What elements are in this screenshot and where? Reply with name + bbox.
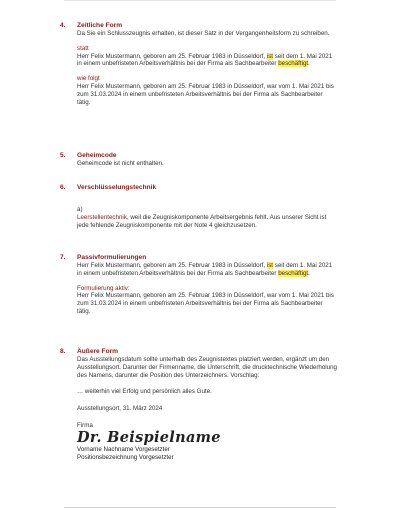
closing-line: … weiterhin viel Erfolg und persönlich alles Gute. — [77, 388, 212, 396]
highlight-beschaeftigt: beschäftigt — [278, 269, 309, 277]
place-date: Ausstellungsort, 31. März 2024 — [77, 405, 163, 413]
section-aeussere-form — [60, 348, 340, 461]
section-header — [60, 254, 340, 262]
highlight-ist: ist — [266, 262, 274, 269]
bottom-divider — [64, 507, 336, 508]
aktiv-paragraph: Herr Felix Mustermann, geboren am 25. Februar 1983 in Düsseldorf, war vom 1. Mai 2021 bis zum 31.03.2024 in einem unbefristeten Arbeitsverhältnis bei der Firma als Sachbearbeiter tätig. — [77, 292, 334, 315]
section-zeitliche-form — [60, 22, 340, 106]
firm-name: Firma — [77, 421, 93, 429]
section-number: 7. — [60, 254, 66, 261]
statt-label: statt — [77, 44, 89, 52]
term-leerstellentechnik: Leerstellentechnik — [77, 213, 127, 221]
section-intro: Da Sie ein Schlusszeugnis erhalten, ist dieser Satz in der Vergangenheitsform zu schreiben. — [77, 30, 330, 37]
section-number: 6. — [60, 184, 66, 191]
statt-paragraph: Herr Felix Mustermann, geboren am 25. Februar 1983 in Düsseldorf, ist seit dem 1. Mai 2021 in einem unbefristeten Arbeitsverhältnis bei der Firma als Sachbearbeiter beschäftigt. — [77, 52, 333, 68]
geheimcode-text: Geheimcode ist nicht enthalten. — [77, 160, 164, 167]
section-heading: Äußere Form — [77, 348, 119, 355]
highlight-beschaeftigt: beschäftigt — [278, 60, 309, 68]
aeussere-form-text: Das Ausstellungsdatum sollte unterhalb des Zeugnistextes platziert werden, ergänzt um den Ausstellungsort. Darunter der Firmenname, die Unterschrift, die drucktechnische Wiederholung des Namens, darunter die Position des Unterzeichners. Vorschlag: — [77, 356, 337, 379]
top-divider — [64, 0, 336, 1]
wie-folgt-label: wie folgt — [77, 75, 100, 83]
section-number: 8. — [60, 348, 66, 355]
section-header — [60, 22, 340, 30]
passiv-paragraph: Herr Felix Mustermann, geboren am 25. Februar 1983 in Düsseldorf, ist seit dem 1. Mai 2021 in einem unbefristeten Arbeitsverhältnis bei der Firma als Sachbearbeiter beschäftigt. — [77, 262, 333, 277]
section-number: 4. — [60, 22, 66, 29]
aktiv-label: Formulierung aktiv: — [77, 284, 130, 292]
section-verschluesselungstechnik — [60, 184, 340, 229]
signature: Dr. Beispielname — [77, 428, 221, 446]
section-header — [60, 152, 340, 160]
wie-folgt-paragraph: Herr Felix Mustermann, geboren am 25. Februar 1983 in Düsseldorf, war vom 1. Mai 2021 bis zum 31.03.2024 in einem unbefristeten Arbeitsverhältnis bei der Firma als Sachbearbeiter tätig. — [77, 82, 334, 106]
leerstellentechnik-paragraph: Leerstellentechnik, weil die Zeugniskomponente Arbeitsergebnis fehlt. Aus unserer Sicht ist jede fehlende Zeugniskomponente mit der Note 4 gleichzusetzen. — [77, 213, 327, 229]
section-heading: Verschlüsselungstechnik — [77, 184, 157, 191]
section-heading: Zeitliche Form — [77, 22, 123, 29]
section-geheimcode — [60, 152, 340, 168]
signer-position: Positionsbezeichnung Vorgesetzter — [77, 453, 174, 461]
section-heading: Geheimcode — [77, 152, 117, 159]
section-header — [60, 348, 340, 356]
section-heading: Passivformulierungen — [77, 254, 147, 261]
signer-name: Vorname Nachname Vorgesetzter — [77, 445, 170, 453]
section-header — [60, 184, 340, 192]
section-number: 5. — [60, 152, 66, 159]
section-passivformulierungen — [60, 254, 340, 316]
item-marker: a) — [77, 206, 83, 213]
highlight-ist: ist — [266, 52, 274, 60]
